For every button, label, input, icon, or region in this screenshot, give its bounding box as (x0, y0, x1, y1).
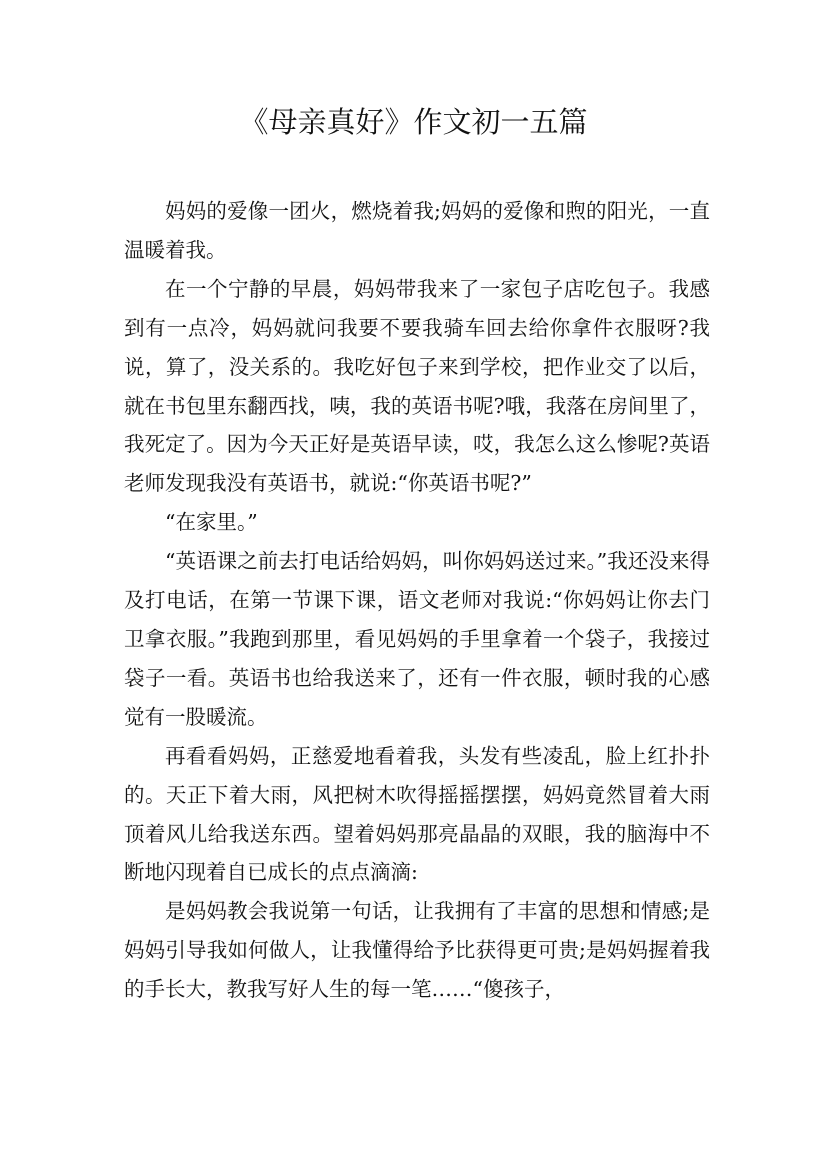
paragraph: “在家里。” (165, 510, 258, 535)
paragraph: 再看看妈妈，正慈爱地看着我，头发有些凌乱，脸上红扑扑的。天正下着大雨，风把树木吹得摇摇摆摆，妈妈竟然冒着大雨顶着风儿给我送东西。望着妈妈那亮晶晶的双眼，我的脑海中不断地闪现着自已成长的点点滴滴: (124, 743, 710, 885)
paragraph: 是妈妈教会我说第一句话，让我拥有了丰富的思想和情感;是妈妈引导我如何做人，让我懂得给予比获得更可贵;是妈妈握着我的手长大，教我写好人生的每一笔……“傻孩子， (124, 899, 710, 1002)
paragraph: “英语课之前去打电话给妈妈，叫你妈妈送过来。”我还没来得及打电话，在第一节课下课，语文老师对我说:“你妈妈让你去门卫拿衣服。”我跑到那里，看见妈妈的手里拿着一个袋子，我接过袋子一看。英语书也给我送来了，还有一件衣服，顿时我的心感觉有一股暖流。 (124, 549, 710, 729)
document-body (124, 192, 710, 1009)
paragraph: 妈妈的爱像一团火，燃烧着我;妈妈的爱像和煦的阳光，一直温暖着我。 (124, 199, 710, 262)
document-title: 《母亲真好》作文初一五篇 (239, 105, 588, 139)
paragraph: 在一个宁静的早晨，妈妈带我来了一家包子店吃包子。我感到有一点冷，妈妈就问我要不要我骑车回去给你拿件衣服呀?我说，算了，没关系的。我吃好包子来到学校，把作业交了以后，就在书包里东翻西找，咦，我的英语书呢?哦，我落在房间里了，我死定了。因为今天正好是英语早读，哎，我怎么这么惨呢?英语老师发现我没有英语书，就说:“你英语书呢?” (124, 276, 710, 496)
